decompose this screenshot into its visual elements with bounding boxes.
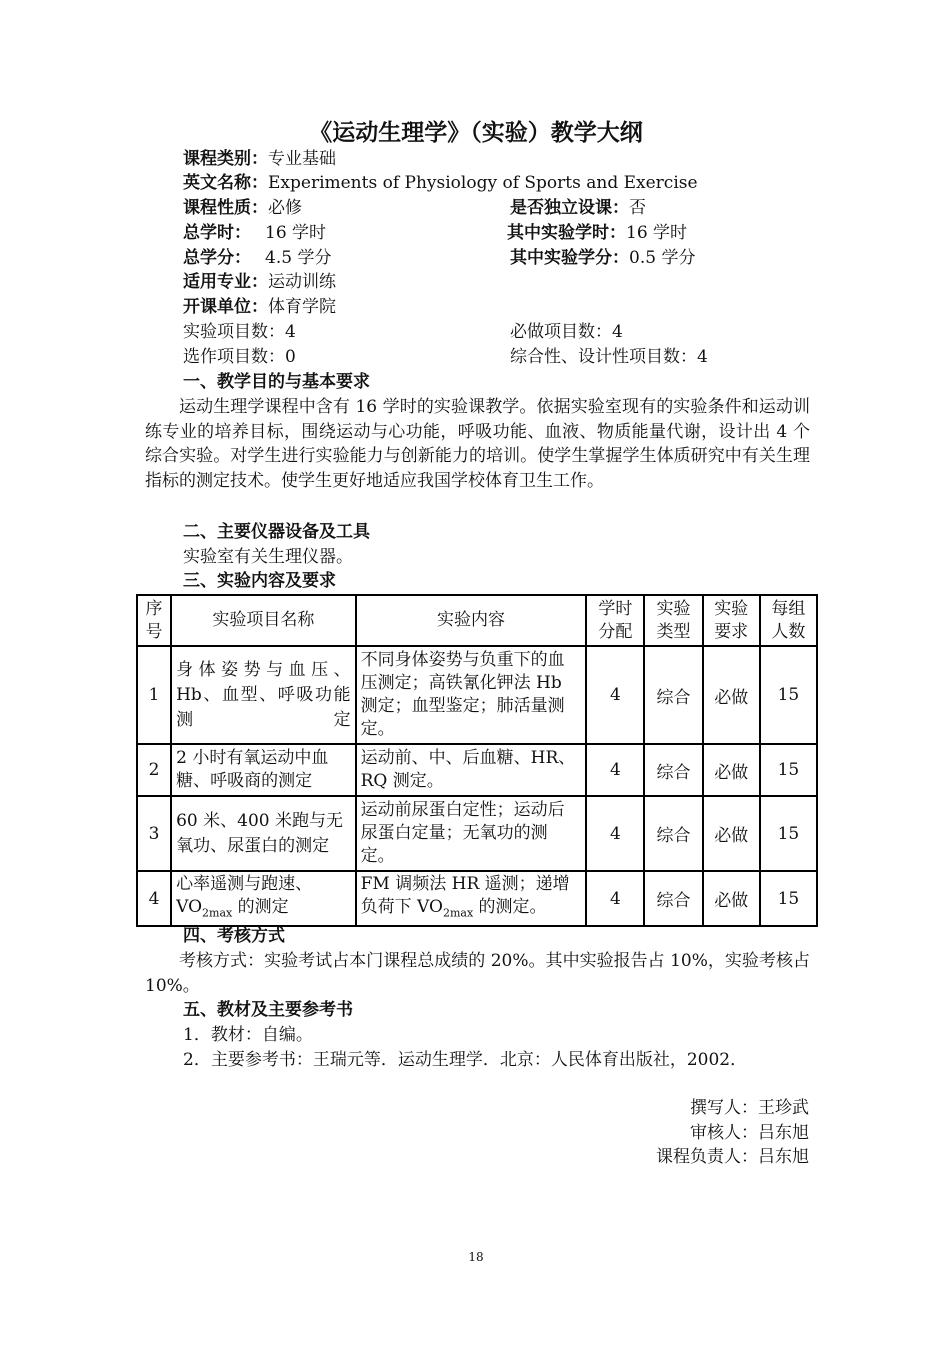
header-name: 实验项目名称	[171, 595, 356, 646]
section-4-text: 考核方式：实验考试占本门课程总成绩的 20%。其中实验报告占 10%，实验考核占 10%。	[145, 951, 810, 996]
header-requirement: 实验 要求	[703, 595, 760, 646]
elective-count: 选作项目数：0	[183, 347, 296, 367]
section-1-text: 运动生理学课程中含有 16 学时的实验课教学。依据实验室现有的实验条件和运动训练专业的培养目标，围绕运动与心功能，呼吸功能、血液、物质能量代谢，设计出 4 个综合实验。对学生进行实验能力与创新能力的培训。使学生掌握学生体质研究中有关生理指标的测定技术。使学生更好地适应我国学校体育卫生工作。	[145, 397, 810, 491]
section-2-text: 实验室有关生理仪器。	[183, 547, 353, 567]
header-group-size: 每组 人数	[760, 595, 817, 646]
section-4-heading: 四、考核方式	[183, 926, 285, 946]
table-row: 3 60 米、400 米跑与无氧功、尿蛋白的测定 运动前尿蛋白定性；运动后尿蛋白定量；无氧功的测定。 4 综合 必做 15	[137, 796, 817, 871]
offering-unit: 开课单位：体育学院	[183, 297, 336, 317]
section-1-heading: 一、教学目的与基本要求	[183, 372, 370, 392]
section-5-heading: 五、教材及主要参考书	[183, 1000, 353, 1020]
header-hours: 学时 分配	[586, 595, 644, 646]
total-credits: 总学分： 4.5 学分	[183, 248, 332, 268]
header-no: 序 号	[137, 595, 171, 646]
table-row: 2 2 小时有氧运动中血糖、呼吸商的测定 运动前、中、后血糖、HR、RQ 测定。 4 综合 必做 15	[137, 744, 817, 796]
independent-course: 是否独立设课：否	[510, 198, 646, 218]
header-type: 实验 类型	[644, 595, 702, 646]
required-count: 必做项目数：4	[510, 322, 623, 342]
document-title: 《运动生理学》（实验）教学大纲	[309, 120, 643, 146]
header-content: 实验内容	[356, 595, 587, 646]
table-header-row	[137, 595, 817, 646]
lab-credits: 其中实验学分：0.5 学分	[510, 248, 696, 268]
lab-hours: 其中实验学时：16 学时	[507, 223, 688, 243]
experiment-table	[136, 594, 818, 927]
reference-item-2: 2．主要参考书：王瑞元等．运动生理学．北京：人民体育出版社，2002．	[183, 1050, 748, 1070]
table-row: 1 身体姿势与血压、Hb、血型、呼吸功能测定 不同身体姿势与负重下的血压测定；高铁氰化钾法 Hb 测定；血型鉴定；肺活量测定。 4 综合 必做 15	[137, 646, 817, 744]
project-count: 实验项目数：4	[183, 322, 296, 342]
total-hours: 总学时： 16 学时	[183, 223, 327, 243]
reference-item-1: 1．教材：自编。	[183, 1025, 313, 1045]
writer-signoff: 撰写人：王珍武	[690, 1098, 809, 1118]
section-3-heading: 三、实验内容及要求	[183, 571, 336, 591]
section-2-heading: 二、主要仪器设备及工具	[183, 522, 370, 542]
course-nature: 课程性质：必修	[183, 198, 302, 218]
page-number: 18	[468, 1250, 484, 1264]
reviewer-signoff: 审核人：吕东旭	[690, 1123, 809, 1143]
comprehensive-count: 综合性、设计性项目数：4	[510, 347, 708, 367]
table-row: 4 心率遥测与跑速、 $VO_{2max}$ 的测定 FM 调频法 HR 遥测；递增 负荷下 $VO_{2max}$ 的测定。 4 综合 必做 15	[137, 871, 817, 926]
english-name: 英文名称：Experiments of Physiology of Sports and Exercise	[183, 173, 698, 193]
course-category: 课程类别：专业基础	[183, 149, 336, 169]
owner-signoff: 课程负责人：吕东旭	[656, 1147, 809, 1167]
applicable-major: 适用专业：运动训练	[183, 272, 336, 292]
